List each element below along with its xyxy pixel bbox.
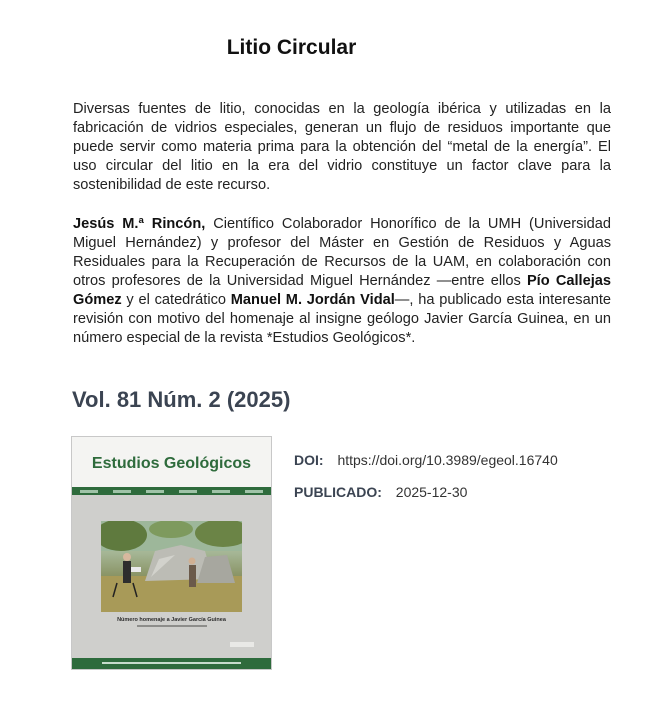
cover-footer-band: [72, 658, 271, 669]
authors-text: y el catedrático: [121, 292, 231, 308]
published-row: [294, 484, 467, 500]
csic-logo: [230, 642, 254, 647]
authors-paragraph: [73, 215, 611, 348]
doi-row: [294, 452, 558, 468]
article-title: Litio Circular: [226, 36, 357, 59]
cover-info-band: [72, 487, 271, 495]
cover-journal-title: Estudios Geológicos: [91, 455, 252, 472]
authors-text: —, ha publicado esta interesante revisión con motivo del homenaje al insigne geólogo Javier García Guinea, en un número especial de la revista *Estudios Geológicos*.: [73, 292, 611, 346]
cover-photo: [101, 521, 242, 612]
cover-caption: Número homenaje a Javier García Guinea: [117, 617, 226, 623]
author-name: Manuel M. Jordán Vidal: [230, 292, 395, 308]
author-name: Pío Callejas Gómez: [73, 273, 611, 308]
authors-text: Científico Colaborador Honorífico de la UMH (Universidad Miguel Hernández) y profesor del Máster en Gestión de Residuos y Aguas Residuales para la Recuperación de Recursos de la UAM, en colaboración con otros profesores de la Universidad Miguel Hernández —entre ellos: [73, 216, 611, 289]
summary-paragraph: Diversas fuentes de litio, conocidas en la geología ibérica y utilizadas en la fabricación de vidrios especiales, generan un flujo de residuos importante que puede servir como materia prima para la obtención del “metal de la energía”. El uso circular del litio en la era del vidrio constituye un factor clave para la sostenibilidad de este recurso.: [73, 101, 611, 193]
issue-volume-link[interactable]: Vol. 81 Núm. 2 (2025): [72, 387, 291, 412]
published-date: 2025-12-30: [395, 484, 468, 500]
published-label: PUBLICADO:: [294, 484, 382, 500]
journal-cover-image[interactable]: [72, 437, 271, 669]
doi-label: DOI:: [294, 452, 324, 468]
landscape-photo: [101, 521, 242, 612]
doi-link[interactable]: https://doi.org/10.3989/egeol.16740: [337, 452, 558, 468]
author-name: Jesús M.ª Rincón,: [73, 216, 206, 232]
cover-editors-line: [72, 625, 271, 628]
